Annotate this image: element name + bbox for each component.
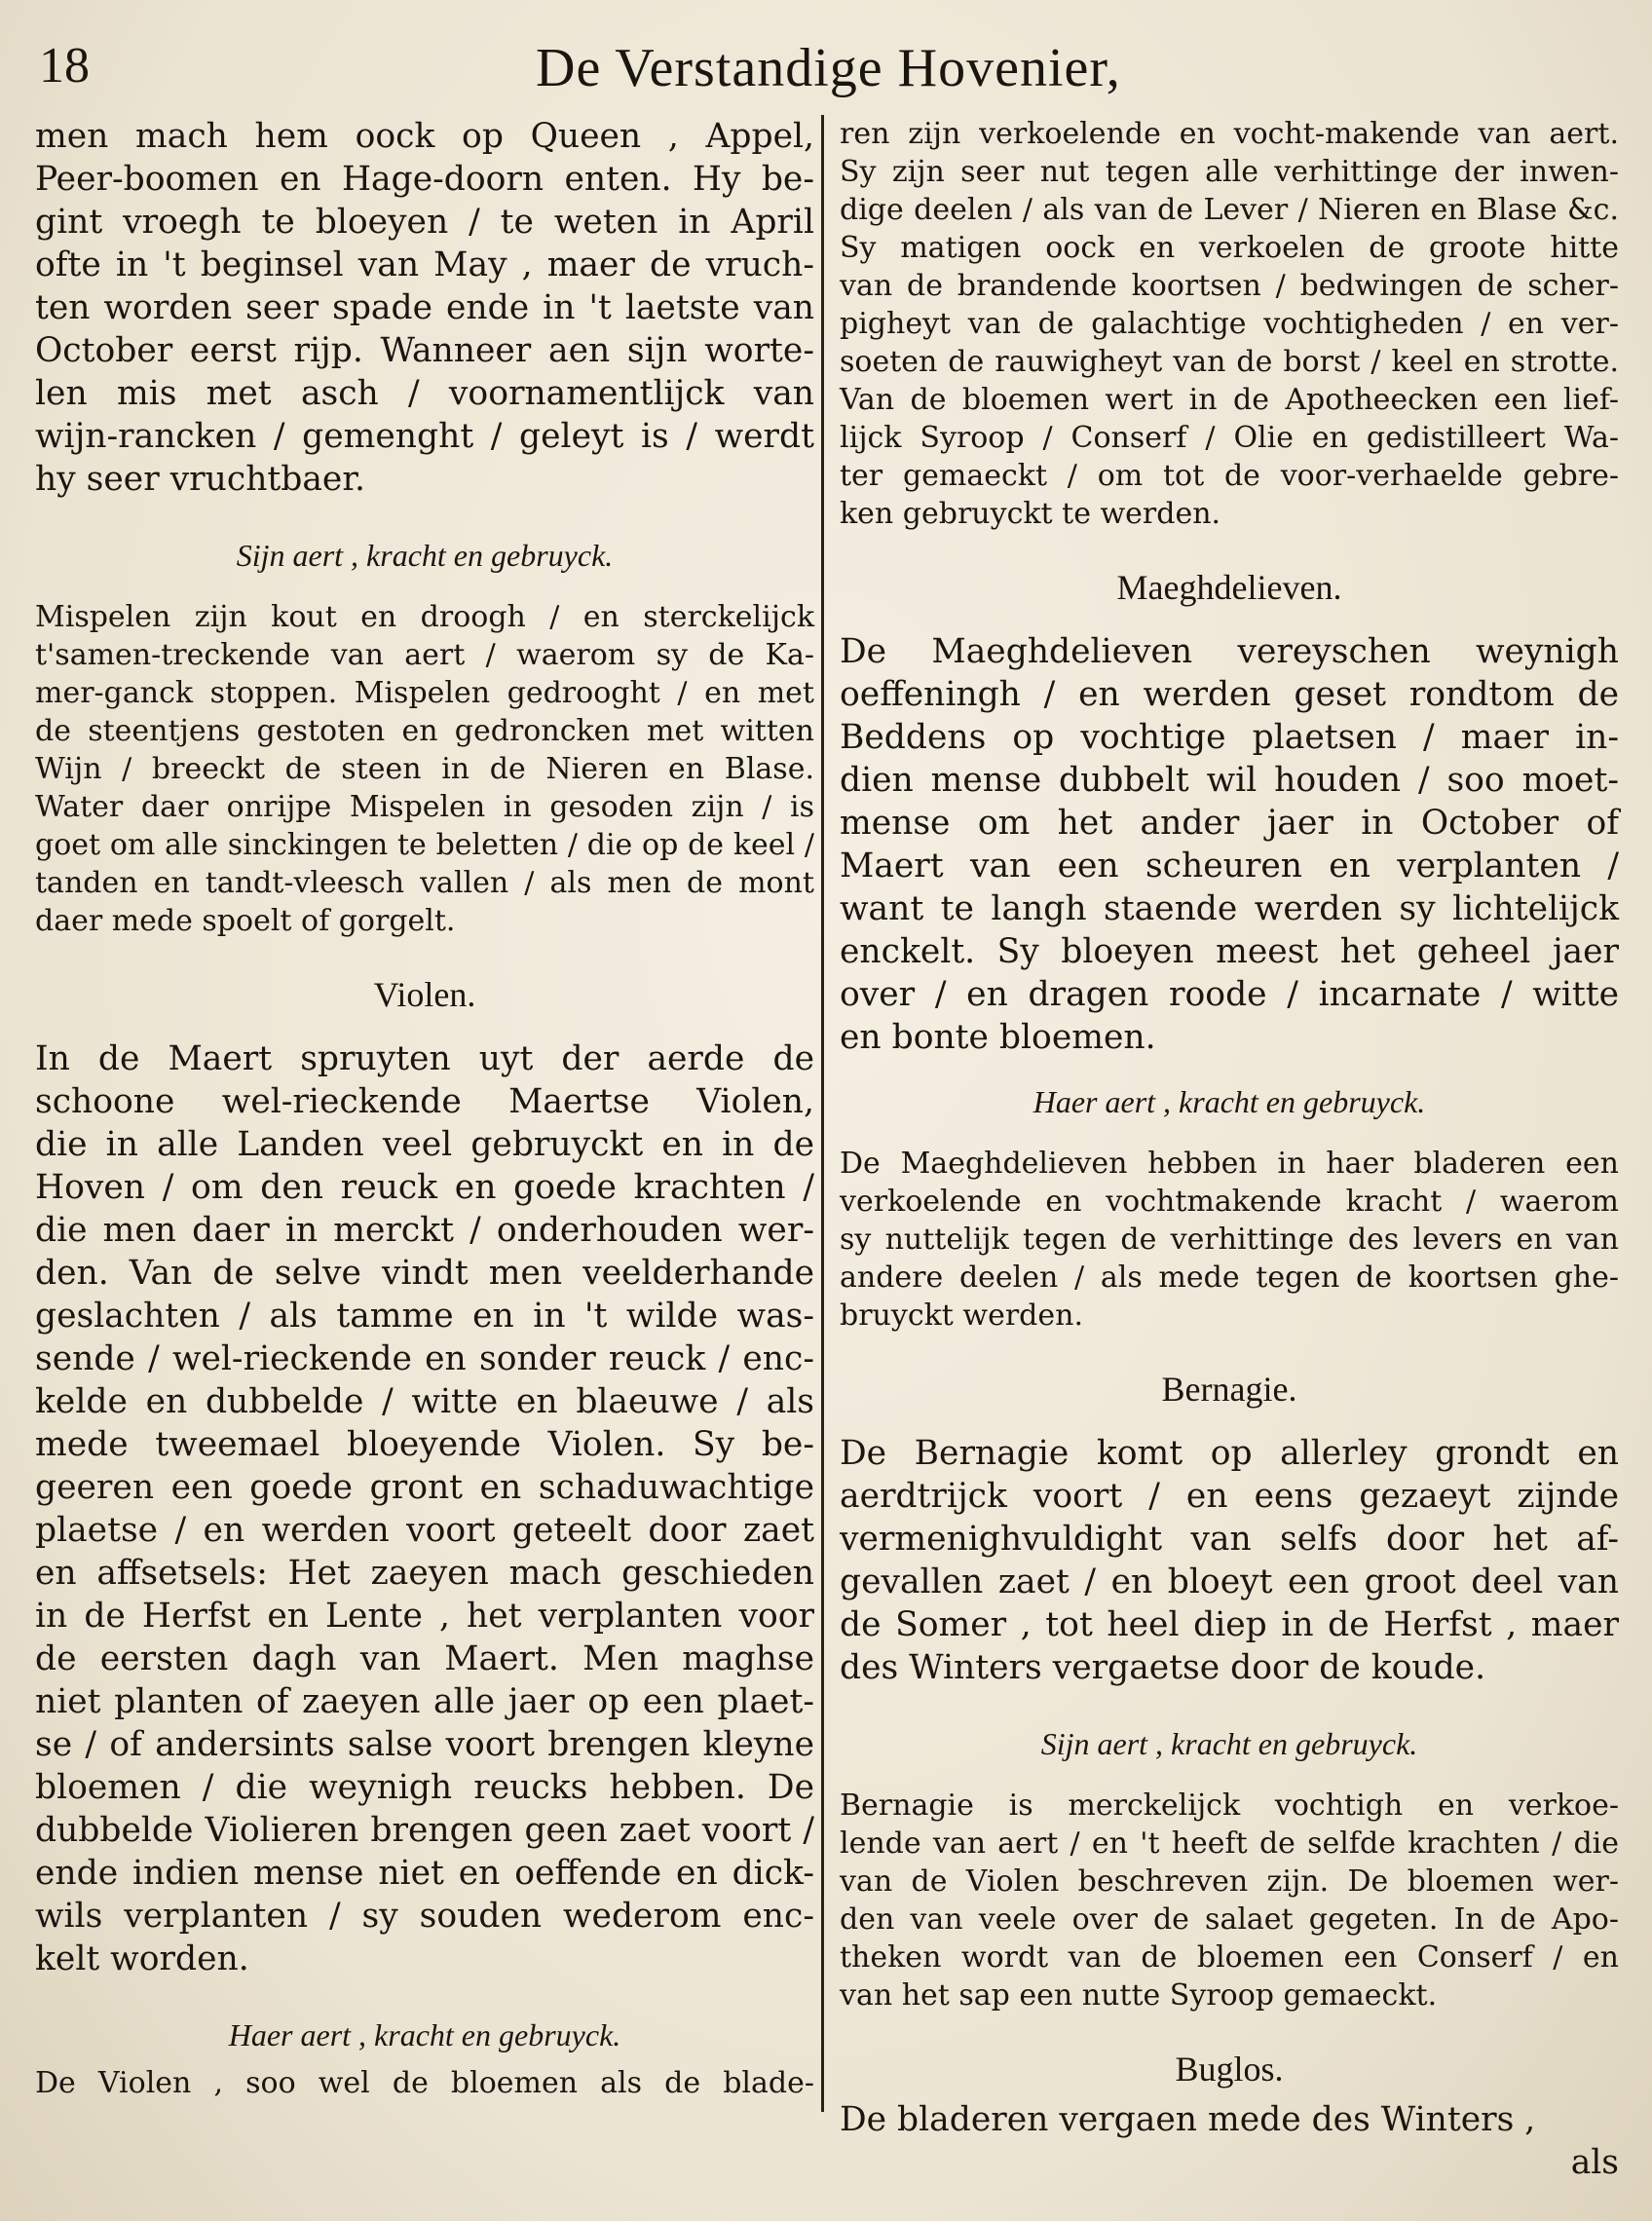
page-number: 18 — [39, 38, 90, 94]
text-line: den. Van de selve vindt men veelderhande — [35, 1254, 814, 1293]
paragraph-violen — [35, 1037, 814, 1980]
text-line: van het sap een nutte Syroop gemaeckt. — [840, 1978, 1438, 2013]
text-line: lende van aert / en 't heeft de selfde krachten / die — [840, 1826, 1619, 1861]
text-line: dien mense dubbelt wil houden / soo moet- — [840, 761, 1619, 800]
text-line: en affsetsels: Het zaeyen mach geschieden — [35, 1554, 814, 1593]
text-line: De Maeghdelieven vereyschen weynigh — [840, 632, 1619, 671]
paragraph-buglos — [840, 2098, 1619, 2141]
text-line: bloemen / die weynigh reucks hebben. De — [35, 1768, 814, 1807]
text-line: kelt worden. — [35, 1939, 249, 1978]
text-line: ende indien mense niet en oeffende en dick- — [35, 1854, 814, 1893]
text-line: ten worden seer spade ende in 't laetste van — [35, 288, 814, 327]
text-line: men mach hem oock op Queen , Appel, — [35, 117, 814, 156]
text-line: ken gebruyckt te werden. — [840, 497, 1221, 531]
text-line: Wijn / breeckt de steen in de Nieren en Blase. — [35, 752, 814, 786]
text-line: Van de bloemen wert in de Apotheecken een lief- — [840, 383, 1619, 417]
text-line: tanden en tandt-vleesch vallen / als men de mont — [35, 866, 814, 900]
text-line: Sy matigen oock en verkoelen de groote hitte — [840, 231, 1619, 265]
text-line: des Winters vergaetse door de koude. — [840, 1648, 1486, 1687]
heading-bernagie: Bernagie. — [1161, 1370, 1297, 1409]
text-line: enckelt. Sy bloeyen meest het geheel jaer — [840, 932, 1619, 971]
text-line: ren zijn verkoelende en vocht-makende van aert. — [840, 117, 1619, 151]
text-line: Bernagie is merckelijck vochtigh en verkoe- — [840, 1788, 1619, 1823]
text-line: Sy zijn seer nut tegen alle verhittinge der inwen- — [840, 155, 1619, 189]
text-line: pigheyt van de galachtige vochtigheden / en ver- — [840, 307, 1619, 341]
text-line: Maert van een scheuren en verplanten / — [840, 847, 1619, 885]
text-line: wijn-rancken / gemenght / geleyt is / werdt — [35, 417, 814, 456]
text-line: sy nuttelijk tegen de verhittinge des levers en van — [840, 1223, 1619, 1257]
text-line: De Violen , soo wel de bloemen als de blade- — [35, 2066, 814, 2100]
text-line: andere deelen / als mede tegen de koortsen ghe- — [840, 1261, 1619, 1295]
heading-violen: Violen. — [373, 975, 476, 1014]
text-line: verkoelende en vochtmakende kracht / waerom — [840, 1185, 1619, 1219]
text-line: Water daer onrijpe Mispelen in gesoden zijn / is — [35, 790, 814, 824]
text-line: gevallen zaet / en bloeyt een groot deel van — [840, 1562, 1619, 1601]
text-line: mede tweemael bloeyende Violen. Sy be- — [35, 1425, 814, 1464]
subheading-haer-aert: Haer aert , kracht en gebruyck. — [228, 2017, 621, 2052]
text-line: niet planten of zaeyen alle jaer op een plaet- — [35, 1682, 814, 1721]
paragraph-bernagie-properties — [840, 1787, 1619, 2014]
running-title: De Verstandige Hovenier, — [536, 38, 1121, 98]
paragraph-maeghdelieven-properties — [840, 1145, 1619, 1335]
paragraph-violen-properties-cont — [840, 115, 1619, 533]
text-line: hy seer vruchtbaer. — [35, 460, 366, 499]
text-line: dige deelen / als van de Lever / Nieren en Blase &c. — [840, 193, 1619, 227]
paragraph-mispelen-properties — [35, 598, 814, 940]
text-line: len mis met asch / voornamentlijck van — [35, 374, 814, 413]
text-line: Beddens op vochtige plaetsen / maer in- — [840, 718, 1619, 757]
page-header — [39, 29, 1613, 107]
right-column — [840, 115, 1619, 2182]
text-line: mense om het ander jaer in October of — [840, 804, 1619, 843]
text-line: geeren een goede gront en schaduwachtige — [35, 1468, 814, 1507]
text-line: schoone wel-rieckende Maertse Violen, — [35, 1082, 814, 1121]
text-line: lijck Syroop / Conserf / Olie en gedistilleert Wa- — [840, 421, 1619, 455]
text-line: t'samen-treckende van aert / waerom sy de Ka- — [35, 638, 814, 672]
text-line: aerdtrijck voort / en eens gezaeyt zijnde — [840, 1477, 1619, 1516]
subheading-sijn-aert-2: Sijn aert , kracht en gebruyck. — [1040, 1726, 1418, 1761]
catchword: als — [1570, 2143, 1619, 2182]
subheading-haer-aert-2: Haer aert , kracht en gebruyck. — [1032, 1084, 1426, 1119]
paragraph-violen-properties-start — [35, 2064, 814, 2102]
text-line: De bladeren vergaen mede des Winters , — [840, 2100, 1536, 2139]
text-line: De Bernagie komt op allerley grondt en — [840, 1434, 1619, 1473]
text-line: mer-ganck stoppen. Mispelen gedrooght / en met — [35, 676, 814, 710]
paragraph-bernagie — [840, 1432, 1619, 1689]
text-line: de steentjens gestoten en gedroncken met witten — [35, 714, 814, 748]
text-line: de eersten dagh van Maert. Men maghse — [35, 1639, 814, 1678]
text-line: daer mede spoelt of gorgelt. — [35, 904, 456, 938]
text-line: die in alle Landen veel gebruyckt en in de — [35, 1125, 814, 1164]
text-line: van de Violen beschreven zijn. De bloemen wer- — [840, 1864, 1619, 1899]
text-line: de Somer , tot heel diep in de Herfst , maer — [840, 1605, 1619, 1644]
heading-buglos: Buglos. — [1175, 2050, 1284, 2089]
text-line: sende / wel-rieckende en sonder reuck / enc- — [35, 1339, 814, 1378]
text-line: gint vroegh te bloeyen / te weten in April — [35, 203, 814, 242]
text-line: van de brandende koortsen / bedwingen de scher- — [840, 269, 1619, 303]
text-line: vermenighvuldight van selfs door het af- — [840, 1520, 1619, 1559]
text-line: kelde en dubbelde / witte en blaeuwe / als — [35, 1382, 814, 1421]
text-line: Mispelen zijn kout en droogh / en sterckelijck — [35, 600, 814, 634]
text-line: dubbelde Violieren brengen geen zaet voort / — [35, 1811, 814, 1850]
subheading-sijn-aert: Sijn aert , kracht en gebruyck. — [236, 538, 614, 573]
text-line: plaetse / en werden voort geteelt door zaet — [35, 1511, 814, 1550]
text-line: ter gemaeckt / om tot de voor-verhaelde gebre- — [840, 459, 1619, 493]
paragraph-medlar-grafting — [35, 115, 814, 501]
text-line: Hoven / om den reuck en goede krachten / — [35, 1168, 814, 1207]
text-line: ofte in 't beginsel van May , maer de vruch- — [35, 245, 814, 284]
text-line: bruyckt werden. — [840, 1299, 1083, 1333]
text-line: wils verplanten / sy souden wederom enc- — [35, 1897, 814, 1936]
text-line: se / of andersints salse voort brengen kleyne — [35, 1725, 814, 1764]
column-divider — [821, 115, 824, 2112]
left-column — [35, 115, 814, 2182]
text-line: October eerst rijp. Wanneer aen sijn worte- — [35, 331, 814, 370]
text-line: In de Maert spruyten uyt der aerde de — [35, 1039, 814, 1078]
text-line: en bonte bloemen. — [840, 1018, 1156, 1057]
text-line: want te langh staende werden sy lichtelijck — [840, 889, 1619, 928]
text-line: goet om alle sinckingen te beletten / die op de keel / — [35, 828, 814, 862]
heading-maeghdelieven: Maeghdelieven. — [1116, 568, 1342, 607]
text-line: in de Herfst en Lente , het verplanten voor — [35, 1597, 814, 1636]
text-line: oeffeningh / en werden geset rondtom de — [840, 675, 1619, 714]
text-line: den van veele over de salaet gegeten. In de Apo- — [840, 1902, 1619, 1937]
text-line: De Maeghdelieven hebben in haer bladeren een — [840, 1147, 1619, 1181]
paragraph-maeghdelieven — [840, 630, 1619, 1059]
text-line: over / en dragen roode / incarnate / witte — [840, 975, 1619, 1014]
text-line: theken wordt van de bloemen een Conserf / en — [840, 1940, 1619, 1975]
text-line: geslachten / als tamme en in 't wilde was- — [35, 1297, 814, 1336]
text-line: die men daer in merckt / onderhouden wer- — [35, 1211, 814, 1250]
text-line: soeten de rauwigheyt van de borst / keel en strotte. — [840, 345, 1619, 379]
text-line: Peer-boomen en Hage-doorn enten. Hy be- — [35, 160, 814, 199]
